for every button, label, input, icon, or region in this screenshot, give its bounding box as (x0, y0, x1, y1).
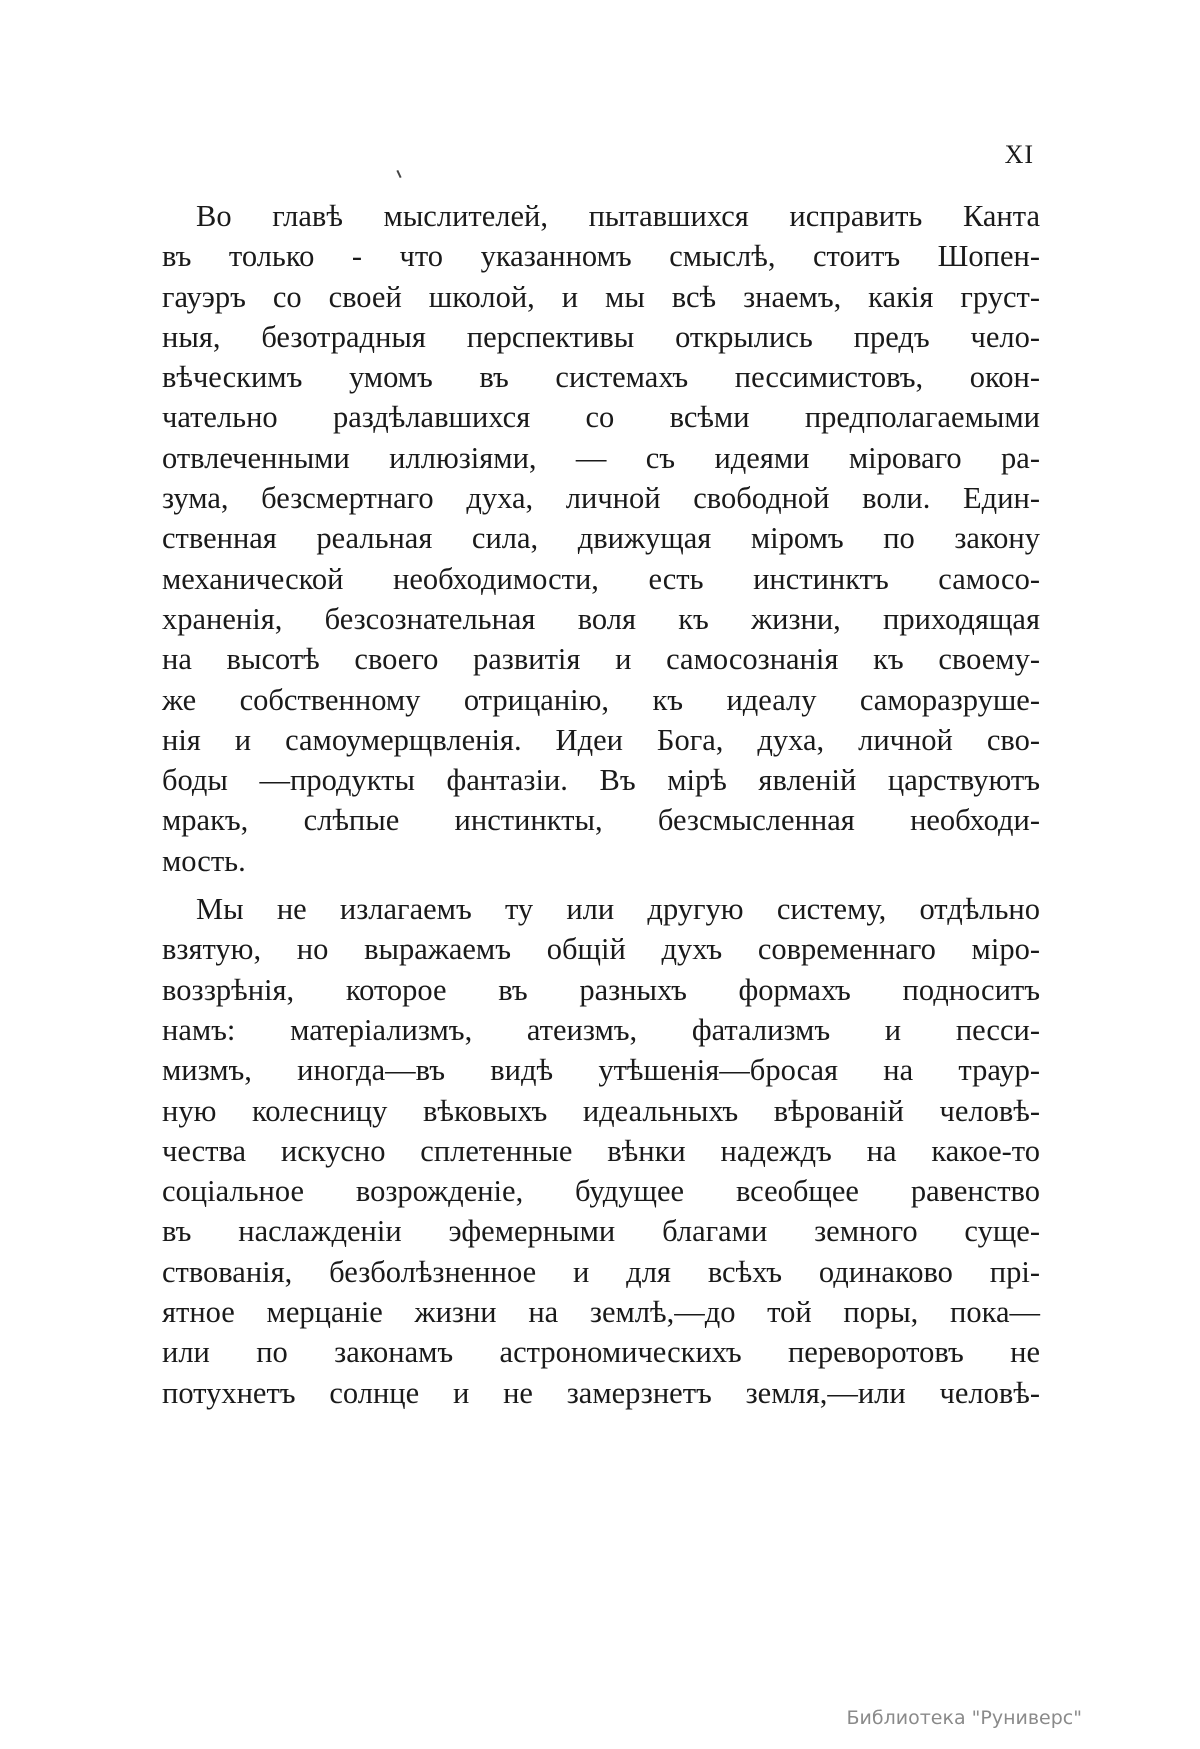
text-line: соціальное возрожденіе, будущее всеобщее равенство (162, 1174, 1040, 1209)
text-line: или по законамъ астрономическихъ переворотовъ не (162, 1335, 1040, 1370)
paragraph-2 (162, 889, 1040, 1413)
paragraph-1 (162, 196, 1040, 881)
text-line: ныя, безотрадныя перспективы открылись предъ чело- (162, 319, 1040, 354)
text-line: ятное мерцаніе жизни на землѣ,—до той поры, пока— (162, 1295, 1040, 1330)
text-line: гауэръ со своей школой, и мы всѣ знаемъ, какія груст- (162, 279, 1040, 314)
text-line: взятую, но выражаемъ общій духъ современнаго міро- (162, 932, 1040, 967)
library-watermark: Библиотека "Руниверс" (846, 1707, 1082, 1729)
body-text (162, 196, 1040, 1413)
text-line: зума, безсмертнаго духа, личной свободной воли. Един- (162, 481, 1040, 516)
print-speck (396, 170, 401, 178)
text-line: на высотѣ своего развитія и самосознанія къ своему- (162, 642, 1040, 677)
text-line: чательно раздѣлавшихся со всѣми предполагаемыми (162, 400, 1040, 435)
text-line: отвлеченными иллюзіями, — съ идеями міроваго ра- (162, 440, 1040, 475)
text-line: мракъ, слѣпые инстинкты, безсмысленная необходи- (162, 803, 1040, 838)
text-line: въ наслажденіи эфемерными благами земного суще- (162, 1214, 1040, 1249)
text-line: вѣческимъ умомъ въ системахъ пессимистовъ, окон- (162, 360, 1040, 395)
text-line: ствованія, безболѣзненное и для всѣхъ одинаково прі- (162, 1254, 1040, 1289)
text-line: мизмъ, иногда—въ видѣ утѣшенія—бросая на траур- (162, 1053, 1040, 1088)
text-line: нія и самоумерщвленія. Идеи Бога, духа, личной сво- (162, 722, 1040, 757)
text-line: Мы не излагаемъ ту или другую систему, отдѣльно (196, 892, 1040, 927)
text-line: механической необходимости, есть инстинктъ самосо- (162, 561, 1040, 596)
text-line: намъ: матеріализмъ, атеизмъ, фатализмъ и песси- (162, 1012, 1040, 1047)
text-line: мость. (162, 843, 246, 878)
text-line: боды —продукты фантазіи. Въ мірѣ явленій царствуютъ (162, 763, 1040, 798)
text-line: потухнетъ солнце и не замерзнетъ земля,—или человѣ- (162, 1375, 1040, 1410)
text-line: ственная реальная сила, движущая міромъ по закону (162, 521, 1040, 556)
text-line: Во главѣ мыслителей, пытавшихся исправить Канта (196, 199, 1040, 233)
text-line: ную колесницу вѣковыхъ идеальныхъ вѣрованій человѣ- (162, 1093, 1040, 1128)
text-line: въ только - что указанномъ смыслѣ, стоитъ Шопен- (162, 239, 1040, 274)
text-line: чества искусно сплетенные вѣнки надеждъ на какое-то (162, 1133, 1040, 1168)
text-line: же собственному отрицанію, къ идеалу саморазруше- (162, 682, 1040, 717)
page-number: XI (1004, 140, 1034, 169)
text-line: храненія, безсознательная воля къ жизни, приходящая (162, 601, 1040, 636)
text-line: воззрѣнія, которое въ разныхъ формахъ подноситъ (162, 972, 1040, 1007)
